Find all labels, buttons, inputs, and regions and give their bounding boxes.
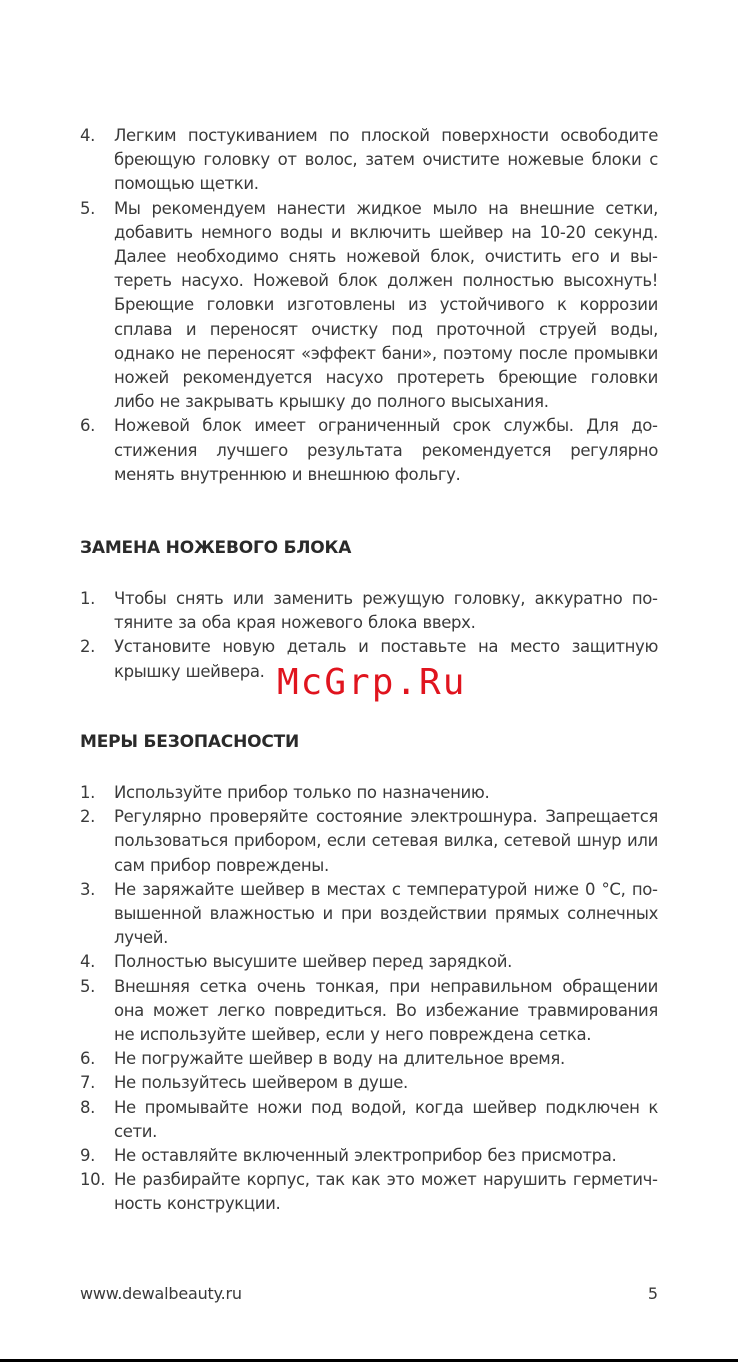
item-text: Мы рекомендуем нанести жидкое мыло на внешние сетки, добавить немного воды и включить шейвер на 10-20 секунд. Далее необходимо снять ножевой блок, очистить его и вытереть насухо. Ножевой блок должен полностью высохнуть! Бреющие головки изготовлены из устойчивого к коррозии сплава и переносят очистку под проточной струей воды, однако не переносят «эффект бани», поэтому после промывки ножей рекомендуется насухо протереть бреющие головки либо не закрывать крышку до полного высыхания. bbox=[114, 198, 658, 412]
list-item bbox=[80, 1168, 658, 1216]
list-item bbox=[80, 414, 658, 487]
item-text: Не заряжайте шейвер в местах с температурой ниже 0 °С, повышенной влажностью и при воздействии прямых солнечных лучей. bbox=[114, 879, 658, 948]
item-number: 2. bbox=[80, 807, 96, 827]
item-text: Регулярно проверяйте состояние электрошнура. Запрещается пользоваться прибором, если сетевая вилка, сетевой шнур или сам прибор повреждены. bbox=[114, 807, 658, 875]
item-text: Не промывайте ножи под водой, когда шейвер подключен к сети. bbox=[114, 1097, 658, 1141]
list-item bbox=[80, 781, 658, 805]
list-item bbox=[80, 124, 658, 197]
item-number: 8. bbox=[80, 1097, 96, 1117]
list-item bbox=[80, 1096, 658, 1144]
safety-list bbox=[80, 781, 658, 1217]
item-text: Используйте прибор только по назначению. bbox=[114, 783, 490, 802]
footer-website-link[interactable]: www.dewalbeauty.ru bbox=[80, 1284, 242, 1303]
list-item bbox=[80, 1071, 658, 1095]
item-number: 4. bbox=[80, 952, 96, 972]
item-text: Полностью высушите шейвер перед зарядкой. bbox=[114, 952, 513, 972]
item-number: 7. bbox=[80, 1073, 96, 1093]
item-text: Установите новую деталь и поставьте на место защитную крышку шейвера. bbox=[114, 637, 658, 681]
item-number: 1. bbox=[80, 589, 96, 608]
list-item bbox=[80, 197, 658, 415]
watermark: McGrp.Ru bbox=[277, 662, 467, 703]
cleaning-steps-list bbox=[80, 124, 658, 487]
list-item bbox=[80, 1047, 658, 1071]
list-item bbox=[80, 805, 658, 878]
item-number: 3. bbox=[80, 879, 96, 899]
item-text: Ножевой блок имеет ограниченный срок службы. Для достижения лучшего результата рекомендуется регулярно менять внутреннюю и внешнюю фольгу. bbox=[114, 416, 658, 484]
item-number: 6. bbox=[80, 416, 96, 436]
list-item bbox=[80, 878, 658, 951]
item-text: Внешняя сетка очень тонкая, при неправильном обращении она может легко повредиться. Во избежание травмирования не используйте шейвер, если у него повреждена сетка. bbox=[114, 976, 658, 1045]
section-heading-safety: МЕРЫ БЕЗОПАСНОСТИ bbox=[80, 732, 300, 752]
item-number: 5. bbox=[80, 198, 96, 218]
item-text: Не погружайте шейвер в воду на длительное время. bbox=[114, 1049, 565, 1069]
item-number: 10. bbox=[80, 1170, 106, 1190]
item-number: 4. bbox=[80, 126, 96, 145]
item-text: Чтобы снять или заменить режущую головку, аккуратно потяните за оба края ножевого блока вверх. bbox=[114, 589, 658, 633]
item-text: Не оставляйте включенный электроприбор без присмотра. bbox=[114, 1146, 617, 1166]
page-number: 5 bbox=[647, 1284, 658, 1303]
list-item bbox=[80, 975, 658, 1048]
list-item bbox=[80, 587, 658, 635]
item-text: Не разбирайте корпус, так как это может нарушить герметичность конструкции. bbox=[114, 1170, 658, 1214]
section-heading-blade-replacement: ЗАМЕНА НОЖЕВОГО БЛОКА bbox=[80, 538, 352, 558]
item-number: 2. bbox=[80, 637, 96, 657]
item-number: 9. bbox=[80, 1146, 96, 1166]
item-text: Не пользуйтесь шейвером в душе. bbox=[114, 1073, 408, 1093]
item-number: 5. bbox=[80, 976, 96, 996]
list-item bbox=[80, 950, 658, 974]
item-number: 1. bbox=[80, 783, 96, 802]
item-text: Легким постукиванием по плоской поверхности освободите бреющую головку от волос, затем очистите ножевые блоки с помощью щетки. bbox=[114, 126, 658, 194]
item-number: 6. bbox=[80, 1049, 96, 1069]
list-item bbox=[80, 1144, 658, 1168]
